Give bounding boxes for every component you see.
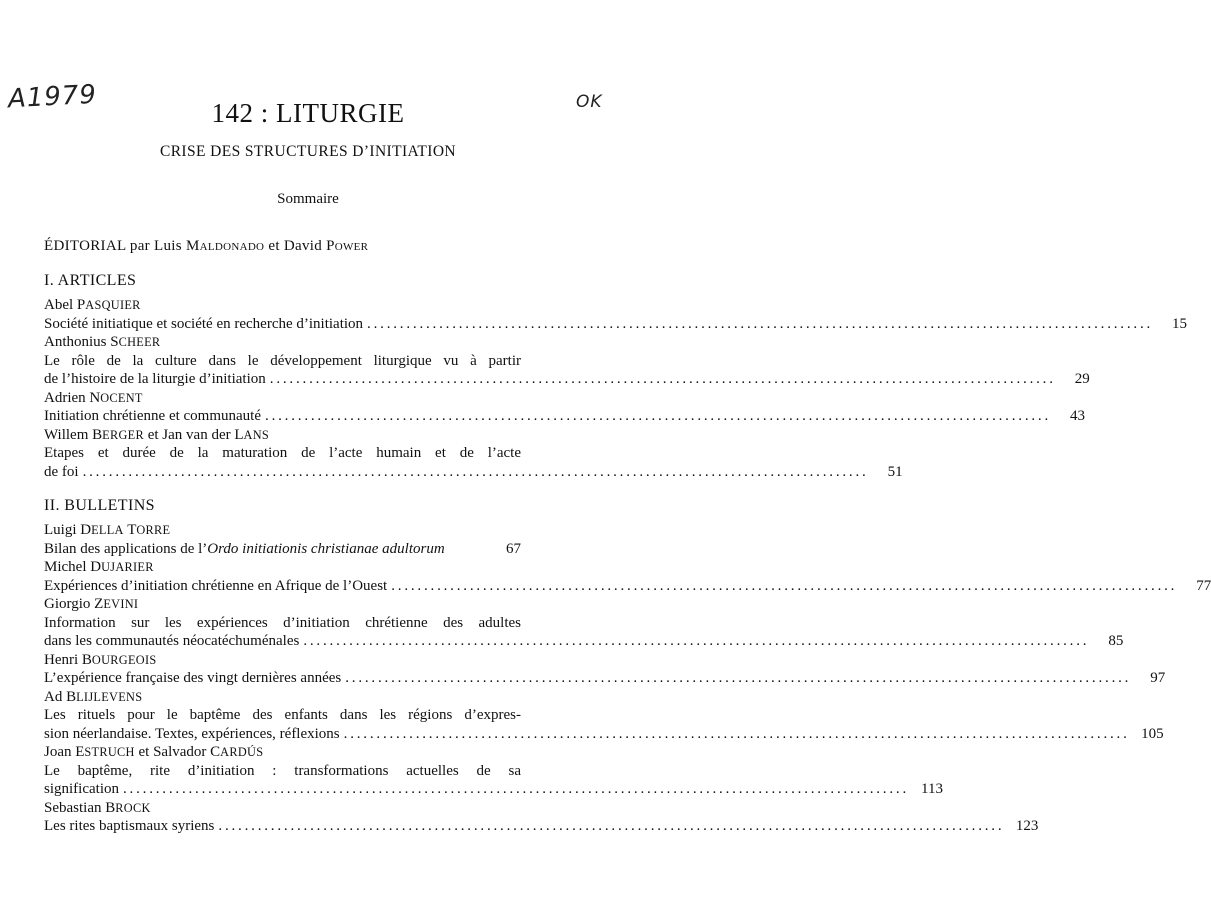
page-number: 67 <box>506 540 521 557</box>
author-last-name-initial: N <box>89 389 101 406</box>
author-first-name: Willem <box>44 426 89 443</box>
dot-leader: ........................................................................................................................ <box>303 633 1090 649</box>
toc-entry <box>44 595 1124 651</box>
page-number: 29 <box>1074 371 1090 387</box>
entry-title-last: Société initiatique et société en recherche d’initiation <box>44 315 364 332</box>
author-first-name: Henri <box>44 651 79 668</box>
bulletins-list <box>44 521 1211 836</box>
entry-title-last: dans les communautés néocatéchuménales <box>44 633 300 649</box>
author-first-name: Ad <box>44 688 63 705</box>
page-number: 85 <box>1108 633 1124 649</box>
author-line <box>44 595 521 614</box>
dot-leader: ........................................................................................................................ <box>345 670 1132 686</box>
author-line <box>44 426 521 445</box>
entry-title-last: de l’histoire de la liturgie d’initiation <box>44 371 266 387</box>
author-last-name-rest: LIJLEVENS <box>76 689 143 704</box>
entry-title-line: Information sur les expériences d’initiation chrétienne des adultes <box>44 614 521 631</box>
author-line <box>44 799 521 818</box>
author-last-name-rest: ROCK <box>115 800 151 815</box>
toc-entry <box>44 799 1039 836</box>
author-last-name-rest: STRUCH <box>84 745 135 759</box>
entry-title-leader-line <box>44 370 1090 389</box>
coauthor-connector: et Jan van der <box>147 426 231 443</box>
dot-leader: ........................................................................................................................ <box>269 371 1056 387</box>
dot-leader: ........................................................................................................................ <box>82 463 869 480</box>
toc-entry <box>44 521 521 558</box>
author-line <box>44 296 521 315</box>
author-last-name-initial: P <box>76 297 86 313</box>
editorial-line <box>44 238 368 255</box>
author-last-name-rest: ERGER <box>102 427 144 442</box>
entry-title-leader-line <box>44 315 1188 334</box>
author-last-name-initial: B <box>105 799 116 816</box>
author-last-name-rest: EVINI <box>103 597 139 611</box>
coauthor-last-name-initial: C <box>210 744 221 760</box>
editorial-name-1: Maldonado <box>185 238 265 254</box>
entry-title-leader-line <box>44 540 521 559</box>
entry-title-line: Les rituels pour le baptême des enfants dans les régions d’expres- <box>44 707 521 723</box>
author-last-name-rest: ELLA <box>91 523 124 537</box>
entry-title-line: Le baptême, rite d’initiation : transformations actuelles de sa <box>44 762 521 779</box>
page-number: 123 <box>1015 818 1039 834</box>
author-last-name-b-rest: ORRE <box>136 523 171 537</box>
coauthor-last-name-initial: L <box>234 426 244 443</box>
section-heading-bulletins: II. BULLETINS <box>44 497 155 514</box>
author-line <box>44 389 521 408</box>
coauthor-last-name-rest: ANS <box>243 427 270 442</box>
articles-list <box>44 296 1188 481</box>
entry-title-last <box>44 540 445 559</box>
author-last-name-initial: B <box>66 688 77 705</box>
toc-entry <box>44 688 1164 744</box>
toc-entry <box>44 558 1211 595</box>
author-line <box>44 333 521 352</box>
author-last-name-initial: B <box>92 426 103 443</box>
author-last-name-initial: D <box>90 559 102 575</box>
toc-entry <box>44 426 903 482</box>
entry-title-last: sion néerlandaise. Textes, expériences, réflexions <box>44 725 340 742</box>
entry-title-plain: Bilan des applications de l’ <box>44 540 208 557</box>
entry-title-leader-line <box>44 577 1211 596</box>
dot-leader: ........................................................................................................................ <box>218 818 1005 834</box>
entry-title-last: signification <box>44 781 119 797</box>
author-first-name: Michel <box>44 559 87 575</box>
entry-title-last: de foi <box>44 463 79 480</box>
page-number: 105 <box>1141 725 1164 742</box>
author-last-name-initial: D <box>80 522 92 538</box>
dot-leader: ........................................................................................................................ <box>343 725 1130 742</box>
page-number: 43 <box>1070 408 1086 424</box>
entry-title-leader-line <box>44 632 1124 651</box>
author-first-name: Joan <box>44 744 72 760</box>
editorial-between: et David <box>268 238 323 254</box>
dot-leader: ........................................................................................................................ <box>391 577 1178 594</box>
toc-entry <box>44 296 1188 333</box>
author-last-name-initial: Z <box>94 596 104 612</box>
author-line <box>44 651 521 670</box>
section-heading-articles: I. ARTICLES <box>44 272 137 289</box>
author-last-name-b-initial: T <box>127 522 137 538</box>
entry-title-line: Etapes et durée de la maturation de l’acte humain et de l’acte <box>44 445 521 461</box>
dot-leader: ........................................................................................................................ <box>367 315 1154 332</box>
page-number: 77 <box>1196 577 1211 594</box>
page-number: 51 <box>887 463 903 480</box>
author-last-name-rest: ASQUIER <box>85 298 141 312</box>
dot-leader: ........................................................................................................................ <box>123 781 909 797</box>
toc-entry <box>44 651 1166 688</box>
author-first-name: Sebastian <box>44 799 102 816</box>
page-number: 113 <box>921 781 943 797</box>
entry-title-line: Le rôle de la culture dans le développement liturgique vu à partir <box>44 352 521 369</box>
entry-title-last: Les rites baptismaux syriens <box>44 818 215 834</box>
author-first-name: Giorgio <box>44 596 91 612</box>
author-line <box>44 688 521 707</box>
handwritten-year-note: A1979 <box>7 79 98 115</box>
author-first-name: Abel <box>44 297 74 313</box>
page-number: 15 <box>1172 315 1188 332</box>
editorial-name-2: Power <box>326 238 369 254</box>
toc-entry <box>44 389 1086 426</box>
author-last-name-rest: OURGEOIS <box>91 652 157 667</box>
entry-title-italic: Ordo initiationis christianae adultorum <box>207 540 445 557</box>
dot-leader: ........................................................................................................................ <box>265 408 1052 424</box>
page-title: 142 : LITURGIE <box>211 98 405 128</box>
editorial-label: ÉDITORIAL par Luis <box>44 238 182 254</box>
author-first-name: Anthonius <box>44 334 107 350</box>
entry-title-last: L’expérience française des vingt dernières années <box>44 670 342 686</box>
entry-title-leader-line <box>44 725 1164 744</box>
author-last-name-initial: B <box>81 651 92 668</box>
entry-title-last: Expériences d’initiation chrétienne en Afrique de l’Ouest <box>44 577 388 594</box>
entry-title-leader-line <box>44 669 1166 688</box>
toc-entry <box>44 743 943 799</box>
entry-title-leader-line <box>44 780 943 799</box>
author-line <box>44 558 521 577</box>
toc-entry <box>44 333 1090 389</box>
author-line <box>44 521 521 540</box>
author-last-name-rest: OCENT <box>100 390 143 405</box>
handwritten-ok-note: OK <box>576 92 603 112</box>
author-last-name-rest: CHEER <box>118 335 161 349</box>
entry-title-leader-line <box>44 407 1086 426</box>
author-first-name: Adrien <box>44 389 86 406</box>
page-number: 97 <box>1150 670 1166 686</box>
author-line <box>44 743 521 762</box>
author-last-name-initial: S <box>110 334 119 350</box>
coauthor-last-name-rest: ARDÚS <box>220 745 264 759</box>
sommaire-heading: Sommaire <box>277 191 339 207</box>
page-subtitle: CRISE DES STRUCTURES D’INITIATION <box>159 143 457 160</box>
entry-title-last: Initiation chrétienne et communauté <box>44 408 262 424</box>
author-last-name-rest: UJARIER <box>101 560 154 574</box>
coauthor-connector: et Salvador <box>138 744 207 760</box>
author-first-name: Luigi <box>44 522 77 538</box>
entry-title-leader-line <box>44 817 1039 836</box>
entry-title-leader-line <box>44 463 903 482</box>
author-last-name-initial: E <box>75 744 85 760</box>
